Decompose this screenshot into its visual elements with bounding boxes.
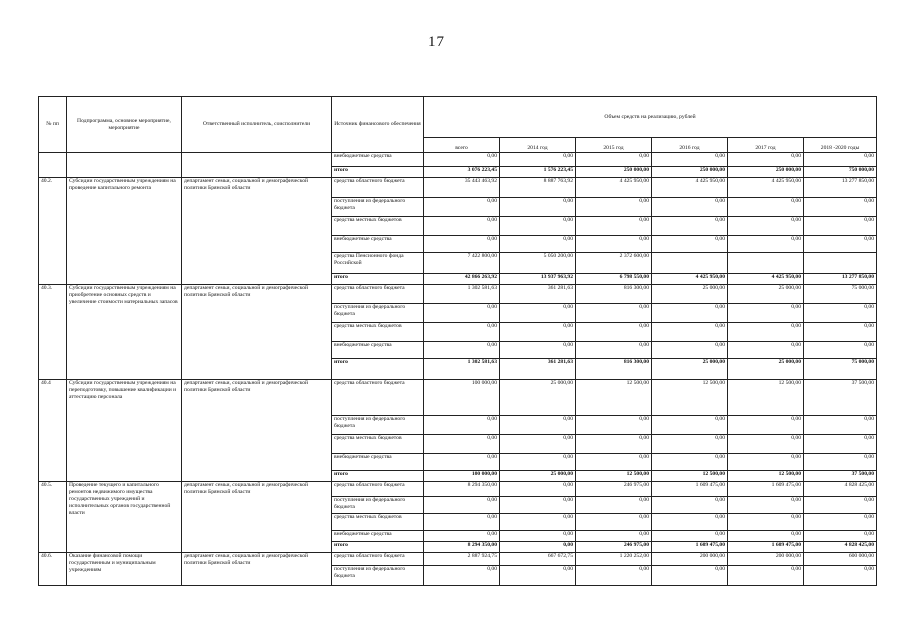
amount-cell bbox=[804, 253, 877, 274]
program-cell bbox=[67, 153, 182, 178]
amount-cell: 0,00 bbox=[424, 531, 500, 542]
total-value: 100 000,00 bbox=[424, 471, 500, 482]
amount-cell: 0,00 bbox=[652, 416, 728, 435]
funding-source: поступления из федерального бюджета bbox=[332, 566, 424, 586]
amount-cell: 25 000,00 bbox=[500, 380, 576, 416]
amount-cell: 0,00 bbox=[424, 454, 500, 471]
total-value: 12 500,00 bbox=[728, 471, 804, 482]
amount-cell: 0,00 bbox=[424, 323, 500, 342]
funding-source: поступления из федерального бюджета bbox=[332, 198, 424, 217]
amount-cell: 0,00 bbox=[652, 304, 728, 323]
executor-cell bbox=[182, 153, 332, 178]
amount-cell: 0,00 bbox=[500, 514, 576, 531]
total-value: 13 277 850,00 bbox=[804, 274, 877, 285]
amount-cell: 0,00 bbox=[500, 531, 576, 542]
funding-source: средства областного бюджета bbox=[332, 178, 424, 198]
total-value: 4 425 950,00 bbox=[652, 274, 728, 285]
amount-cell: 0,00 bbox=[728, 416, 804, 435]
budget-table bbox=[38, 96, 877, 586]
amount-cell: 0,00 bbox=[424, 497, 500, 514]
table-body bbox=[39, 153, 877, 586]
amount-cell: 0,00 bbox=[424, 416, 500, 435]
amount-cell: 0,00 bbox=[652, 198, 728, 217]
item-number: 40.2. bbox=[39, 178, 67, 285]
amount-cell: 0,00 bbox=[424, 514, 500, 531]
funding-source: поступления из федерального бюджета bbox=[332, 304, 424, 323]
amount-cell: 8 887 763,92 bbox=[500, 178, 576, 198]
amount-cell: 2 887 924,75 bbox=[424, 553, 500, 566]
amount-cell: 0,00 bbox=[804, 236, 877, 253]
amount-cell: 1 609 475,00 bbox=[652, 482, 728, 497]
total-value: 0,00 bbox=[500, 542, 576, 553]
amount-cell: 0,00 bbox=[728, 323, 804, 342]
amount-cell: 0,00 bbox=[728, 153, 804, 167]
item-executor: департамент семьи, социальной и демографической политики Брянской области bbox=[182, 482, 332, 553]
amount-cell: 0,00 bbox=[576, 514, 652, 531]
funding-source: средства областного бюджета bbox=[332, 380, 424, 416]
total-value: 13 937 963,92 bbox=[500, 274, 576, 285]
amount-cell: 200 000,00 bbox=[652, 553, 728, 566]
total-value: 12 500,00 bbox=[576, 471, 652, 482]
amount-cell: 1 302 581,63 bbox=[424, 285, 500, 304]
amount-cell: 0,00 bbox=[728, 531, 804, 542]
amount-cell: 0,00 bbox=[804, 153, 877, 167]
amount-cell: 0,00 bbox=[500, 153, 576, 167]
item-name: Субсидии государственным учреждениям на переподготовку, повышение квалификации и аттестацию персонала bbox=[67, 380, 182, 482]
funding-source: поступления из федерального бюджета bbox=[332, 416, 424, 435]
item-number: 40.5. bbox=[39, 482, 67, 553]
item-number: 40.4 bbox=[39, 380, 67, 482]
amount-cell: 361 281,63 bbox=[500, 285, 576, 304]
amount-cell: 0,00 bbox=[576, 416, 652, 435]
header-year: всего bbox=[424, 138, 500, 153]
amount-cell: 7 422 800,00 bbox=[424, 253, 500, 274]
header-volume: Объем средств на реализацию, рублей bbox=[424, 97, 877, 138]
amount-cell: 0,00 bbox=[500, 566, 576, 586]
amount-cell: 0,00 bbox=[652, 566, 728, 586]
total-label: итого bbox=[332, 274, 424, 285]
amount-cell: 0,00 bbox=[500, 454, 576, 471]
amount-cell: 0,00 bbox=[652, 514, 728, 531]
amount-cell: 0,00 bbox=[804, 514, 877, 531]
total-value: 12 500,00 bbox=[652, 471, 728, 482]
total-label: итого bbox=[332, 471, 424, 482]
amount-cell: 0,00 bbox=[500, 217, 576, 236]
item-executor: департамент семьи, социальной и демографической политики Брянской области bbox=[182, 178, 332, 285]
amount-cell: 0,00 bbox=[500, 482, 576, 497]
amount-cell: 0,00 bbox=[424, 304, 500, 323]
header-year: 2014 год bbox=[500, 138, 576, 153]
amount-cell: 0,00 bbox=[576, 342, 652, 359]
amount-cell: 12 500,00 bbox=[728, 380, 804, 416]
item-number: 40.3. bbox=[39, 285, 67, 380]
amount-cell: 0,00 bbox=[576, 217, 652, 236]
amount-cell: 8 294 350,00 bbox=[424, 482, 500, 497]
amount-cell: 0,00 bbox=[652, 531, 728, 542]
funding-source: средства областного бюджета bbox=[332, 553, 424, 566]
total-value: 1 609 475,00 bbox=[728, 542, 804, 553]
amount-cell: 0,00 bbox=[804, 342, 877, 359]
amount-cell: 0,00 bbox=[500, 236, 576, 253]
amount-cell: 0,00 bbox=[652, 435, 728, 454]
amount-cell: 667 672,75 bbox=[500, 553, 576, 566]
amount-cell: 0,00 bbox=[804, 304, 877, 323]
amount-cell: 0,00 bbox=[424, 217, 500, 236]
amount-cell: 0,00 bbox=[804, 531, 877, 542]
item-name: Субсидии государственным учреждениям на приобретение основных средств и увеличение стоимости материальных запасов bbox=[67, 285, 182, 380]
amount-cell: 4 425 950,00 bbox=[728, 178, 804, 198]
total-value: 250 000,00 bbox=[652, 167, 728, 178]
total-value: 4 828 425,00 bbox=[804, 542, 877, 553]
total-value: 3 076 223,45 bbox=[424, 167, 500, 178]
amount-cell: 0,00 bbox=[728, 435, 804, 454]
table-row bbox=[39, 153, 877, 167]
amount-cell: 0,00 bbox=[424, 342, 500, 359]
amount-cell: 2 372 600,00 bbox=[576, 253, 652, 274]
amount-cell: 0,00 bbox=[576, 497, 652, 514]
amount-cell: 0,00 bbox=[652, 497, 728, 514]
amount-cell: 246 975,00 bbox=[576, 482, 652, 497]
total-value: 1 302 581,63 bbox=[424, 359, 500, 380]
funding-source: средства местных бюджетов bbox=[332, 323, 424, 342]
item-name: Субсидии государственным учреждениям на проведение капитального ремонта bbox=[67, 178, 182, 285]
amount-cell: 0,00 bbox=[652, 153, 728, 167]
item-name: Проведение текущего и капитального ремонтов недвижимого имущества государственных учреждений и исполнительных органов государственной власти bbox=[67, 482, 182, 553]
header-program: Подпрограмма, основное мероприятие, мероприятие bbox=[67, 97, 182, 153]
amount-cell: 13 277 850,00 bbox=[804, 178, 877, 198]
amount-cell: 12 500,00 bbox=[652, 380, 728, 416]
amount-cell: 0,00 bbox=[500, 435, 576, 454]
amount-cell: 4 425 950,00 bbox=[576, 178, 652, 198]
amount-cell: 200 000,00 bbox=[728, 553, 804, 566]
amount-cell: 816 300,00 bbox=[576, 285, 652, 304]
table-row bbox=[39, 482, 877, 497]
amount-cell: 0,00 bbox=[652, 342, 728, 359]
total-value: 750 000,00 bbox=[804, 167, 877, 178]
table-row bbox=[39, 178, 877, 198]
amount-cell: 0,00 bbox=[804, 566, 877, 586]
table-row bbox=[39, 285, 877, 304]
amount-cell: 0,00 bbox=[804, 217, 877, 236]
total-value: 4 425 950,00 bbox=[728, 274, 804, 285]
total-value: 25 000,00 bbox=[728, 359, 804, 380]
amount-cell: 25 000,00 bbox=[728, 285, 804, 304]
amount-cell: 5 050 200,00 bbox=[500, 253, 576, 274]
item-name: Оказание финансовой помощи государственным и муниципальным учреждениям bbox=[67, 553, 182, 586]
amount-cell: 37 500,00 bbox=[804, 380, 877, 416]
header-year: 2016 год bbox=[652, 138, 728, 153]
amount-cell: 0,00 bbox=[576, 323, 652, 342]
amount-cell: 0,00 bbox=[576, 198, 652, 217]
amount-cell: 0,00 bbox=[804, 497, 877, 514]
total-value: 1 609 475,00 bbox=[652, 542, 728, 553]
amount-cell: 0,00 bbox=[728, 304, 804, 323]
amount-cell: 100 000,00 bbox=[424, 380, 500, 416]
total-value: 25 000,00 bbox=[500, 471, 576, 482]
header-source: Источник финансового обеспечения bbox=[332, 97, 424, 153]
total-value: 816 300,00 bbox=[576, 359, 652, 380]
amount-cell: 0,00 bbox=[576, 236, 652, 253]
amount-cell: 0,00 bbox=[728, 514, 804, 531]
funding-source: средства местных бюджетов bbox=[332, 217, 424, 236]
funding-source: внебюджетные средства bbox=[332, 342, 424, 359]
funding-source: внебюджетные средства bbox=[332, 236, 424, 253]
table-row bbox=[39, 553, 877, 566]
amount-cell: 0,00 bbox=[424, 153, 500, 167]
amount-cell: 12 500,00 bbox=[576, 380, 652, 416]
total-value: 6 798 550,00 bbox=[576, 274, 652, 285]
amount-cell: 1 220 252,00 bbox=[576, 553, 652, 566]
funding-source: поступления из федерального бюджета bbox=[332, 497, 424, 514]
total-value: 8 294 350,00 bbox=[424, 542, 500, 553]
amount-cell: 0,00 bbox=[652, 217, 728, 236]
header-executor: Ответственный исполнитель, соисполнители bbox=[182, 97, 332, 153]
amount-cell: 0,00 bbox=[500, 416, 576, 435]
total-label: итого bbox=[332, 542, 424, 553]
amount-cell: 0,00 bbox=[652, 236, 728, 253]
amount-cell: 0,00 bbox=[500, 198, 576, 217]
total-value: 75 000,00 bbox=[804, 359, 877, 380]
funding-source: внебюджетные средства bbox=[332, 531, 424, 542]
header-year: 2017 год bbox=[728, 138, 804, 153]
header-num: № пп bbox=[39, 97, 67, 153]
amount-cell: 0,00 bbox=[728, 342, 804, 359]
header-year: 2018 -2020 годы bbox=[804, 138, 877, 153]
amount-cell: 0,00 bbox=[804, 454, 877, 471]
amount-cell: 0,00 bbox=[728, 497, 804, 514]
funding-source: средства областного бюджета bbox=[332, 482, 424, 497]
amount-cell: 1 609 475,00 bbox=[728, 482, 804, 497]
amount-cell: 0,00 bbox=[728, 236, 804, 253]
amount-cell: 0,00 bbox=[728, 566, 804, 586]
amount-cell: 0,00 bbox=[500, 323, 576, 342]
funding-source: внебюджетные средства bbox=[332, 454, 424, 471]
total-value: 42 866 263,92 bbox=[424, 274, 500, 285]
total-value: 37 500,00 bbox=[804, 471, 877, 482]
num-cell bbox=[39, 153, 67, 178]
amount-cell: 0,00 bbox=[424, 566, 500, 586]
total-label: итого bbox=[332, 167, 424, 178]
amount-cell: 75 000,00 bbox=[804, 285, 877, 304]
total-value: 250 000,00 bbox=[576, 167, 652, 178]
page-number: 17 bbox=[428, 34, 445, 50]
amount-cell: 0,00 bbox=[728, 217, 804, 236]
amount-cell: 0,00 bbox=[804, 416, 877, 435]
header-year: 2015 год bbox=[576, 138, 652, 153]
amount-cell bbox=[728, 253, 804, 274]
amount-cell: 0,00 bbox=[652, 323, 728, 342]
total-value: 250 000,00 bbox=[728, 167, 804, 178]
amount-cell: 0,00 bbox=[728, 454, 804, 471]
amount-cell: 0,00 bbox=[576, 435, 652, 454]
amount-cell: 0,00 bbox=[424, 435, 500, 454]
funding-source: средства Пенсионного фонда Российской bbox=[332, 253, 424, 274]
amount-cell: 0,00 bbox=[576, 153, 652, 167]
amount-cell: 0,00 bbox=[500, 304, 576, 323]
amount-cell: 4 425 950,00 bbox=[652, 178, 728, 198]
item-executor: департамент семьи, социальной и демографической политики Брянской области bbox=[182, 285, 332, 380]
amount-cell: 0,00 bbox=[804, 198, 877, 217]
total-value: 25 000,00 bbox=[652, 359, 728, 380]
total-value: 1 576 223,45 bbox=[500, 167, 576, 178]
amount-cell: 0,00 bbox=[728, 198, 804, 217]
table-row bbox=[39, 380, 877, 416]
amount-cell: 0,00 bbox=[576, 454, 652, 471]
amount-cell: 0,00 bbox=[652, 454, 728, 471]
amount-cell: 0,00 bbox=[804, 323, 877, 342]
amount-cell: 0,00 bbox=[424, 198, 500, 217]
funding-source: средства местных бюджетов bbox=[332, 514, 424, 531]
amount-cell: 0,00 bbox=[424, 236, 500, 253]
funding-source: внебюджетные средства bbox=[332, 153, 424, 167]
amount-cell: 0,00 bbox=[576, 566, 652, 586]
item-executor: департамент семьи, социальной и демографической политики Брянской области bbox=[182, 553, 332, 586]
funding-source: средства местных бюджетов bbox=[332, 435, 424, 454]
total-value: 246 975,00 bbox=[576, 542, 652, 553]
amount-cell: 35 443 463,92 bbox=[424, 178, 500, 198]
amount-cell: 0,00 bbox=[500, 342, 576, 359]
total-value: 361 281,63 bbox=[500, 359, 576, 380]
amount-cell: 4 828 425,00 bbox=[804, 482, 877, 497]
amount-cell: 0,00 bbox=[576, 304, 652, 323]
amount-cell bbox=[652, 253, 728, 274]
amount-cell: 0,00 bbox=[804, 435, 877, 454]
funding-source: средства областного бюджета bbox=[332, 285, 424, 304]
amount-cell: 600 000,00 bbox=[804, 553, 877, 566]
amount-cell: 25 000,00 bbox=[652, 285, 728, 304]
total-label: итого bbox=[332, 359, 424, 380]
amount-cell: 0,00 bbox=[500, 497, 576, 514]
amount-cell: 0,00 bbox=[576, 531, 652, 542]
item-number: 40.6. bbox=[39, 553, 67, 586]
item-executor: департамент семьи, социальной и демографической политики Брянской области bbox=[182, 380, 332, 482]
